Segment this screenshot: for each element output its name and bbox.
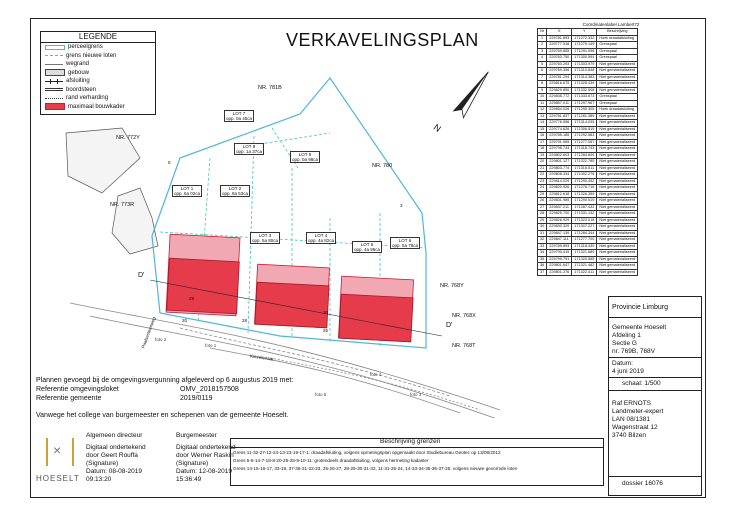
table-row — [538, 139, 638, 146]
table-cell: Niet gematerialiseerd — [597, 217, 638, 224]
divider — [608, 317, 702, 318]
section-mark-left: D' — [138, 272, 145, 279]
table-cell: 229769.855 — [547, 48, 572, 55]
section: Sectie G — [612, 340, 637, 347]
lot-4-label: LOT 4 opp. 4a 82ca — [308, 233, 335, 243]
table-cell: 14 — [538, 120, 547, 127]
ref-omgevingsloket-label: Referentie omgevingsloket — [36, 386, 119, 393]
table-cell: 16 — [538, 133, 547, 140]
table-row — [538, 126, 638, 133]
table-cell: 171320.565 — [572, 256, 597, 263]
table-cell: 171291.098 — [572, 48, 597, 55]
table-cell: 4 — [538, 55, 547, 62]
table-row — [538, 224, 638, 231]
table-cell: 26 — [538, 198, 547, 205]
table-cell: Niet gematerialiseerd — [597, 243, 638, 250]
table-cell: Niet gematerialiseerd — [597, 172, 638, 179]
table-cell: Niet gematerialiseerd — [597, 159, 638, 166]
table-cell: 171307.227 — [572, 224, 597, 231]
table-cell: 171272.332 — [572, 35, 597, 42]
table-cell: 229857.011 — [547, 100, 572, 107]
table-cell: 171284.609 — [572, 152, 597, 159]
table-cell: 229790.419 — [547, 250, 572, 257]
neighbour-768t: NR. 768T — [452, 343, 476, 349]
street-name: Paalsesteenweg — [140, 316, 157, 349]
table-cell: Niet gematerialiseerd — [597, 263, 638, 270]
neighbour-781b: NR. 781B — [258, 85, 282, 91]
lot-7-label: LOT 7 opp. 0a 45ca — [226, 111, 253, 121]
table-cell: Niet gematerialiseerd — [597, 61, 638, 68]
table-cell: 19 — [538, 152, 547, 159]
neighbour-780: NR. 780 — [372, 163, 393, 169]
table-cell: 25 — [538, 191, 547, 198]
surveyor-name: Raf ERNOTS — [612, 400, 652, 407]
mayor-signature-line: (Signature) — [176, 460, 209, 467]
table-cell: 229802.603 — [547, 152, 572, 159]
table-cell: 171321.689 — [572, 250, 597, 257]
ref-gemeente-value: 2019/0119 — [180, 395, 213, 402]
table-cell: 229781.893 — [547, 35, 572, 42]
table-cell: 18 — [538, 146, 547, 153]
table-cell: 2 — [538, 42, 547, 49]
neighbour-buildings — [66, 128, 158, 254]
table-cell: 229791.969 — [547, 139, 572, 146]
table-cell: Niet gematerialiseerd — [597, 256, 638, 263]
lot-2-label: LOT 2 opp. 8a 53ca — [222, 186, 249, 196]
neighbour-768x: NR. 768X — [452, 313, 476, 319]
legend-item: grens nieuwe loten — [41, 52, 155, 61]
divider — [608, 476, 702, 477]
mayor-signature-line: door Werner Raskin — [176, 452, 234, 459]
table-cell: 13 — [538, 113, 547, 120]
ref-gemeente-label: Referentie gemeente — [36, 395, 102, 402]
table-cell: 229831.989 — [547, 198, 572, 205]
legend-item: boordsteen — [41, 86, 155, 95]
table-cell: 12 — [538, 107, 547, 114]
table-cell: 171284.344 — [572, 230, 597, 237]
table-cell: Niet gematerialiseerd — [597, 230, 638, 237]
table-cell: 171322.785 — [572, 159, 597, 166]
table-row — [538, 165, 638, 172]
table-cell: Niet gematerialiseerd — [597, 198, 638, 205]
table-cell: Niet gematerialiseerd — [597, 126, 638, 133]
table-cell: 10 — [538, 94, 547, 101]
director-signature-line: Datum: 08-08-2019 — [86, 468, 143, 475]
table-cell: 171300.594 — [572, 55, 597, 62]
surveyor-title: Landmeter-expert — [612, 408, 664, 415]
table-cell: Niet gematerialiseerd — [597, 139, 638, 146]
neighbour-773r: NR. 773R — [110, 202, 135, 208]
table-row — [538, 256, 638, 263]
table-cell: 171297.967 — [572, 100, 597, 107]
point-number: 29 — [189, 296, 195, 301]
table-cell: 24 — [538, 185, 547, 192]
table-row — [538, 198, 638, 205]
table-cell: 229837.211 — [547, 204, 572, 211]
building-lot-3-4 — [255, 282, 329, 328]
divider — [608, 377, 702, 378]
photo-label: foto 1 — [205, 343, 217, 348]
table-row — [538, 243, 638, 250]
table-cell: 229777.518 — [547, 42, 572, 49]
legend-item: gebouw — [41, 69, 155, 78]
table-row — [538, 172, 638, 179]
table-cell: 229816.675 — [547, 81, 572, 88]
building-lot-1-2 — [167, 258, 240, 314]
table-cell: 21 — [538, 165, 547, 172]
table-cell: 229803.774 — [547, 165, 572, 172]
point-number: 5 — [168, 160, 171, 165]
surveyor-license: LAN 08/1381 — [612, 416, 650, 423]
boundary-line: Grens 14-15-16-17, 33-19, 37-36-21-22-23, 25-26-27, 28-29-30-31-32, 11-31-26-24, 14-33-34-35-36-37-25: volgens nieuwe gevormde loten — [233, 466, 518, 471]
table-cell: Niet gematerialiseerd — [597, 211, 638, 218]
table-row — [538, 68, 638, 75]
table-cell: 171323.018 — [572, 217, 597, 224]
director-signature-line: Digitaal ondertekend — [86, 444, 146, 451]
divider — [608, 390, 702, 391]
table-cell: Niet gematerialiseerd — [597, 146, 638, 153]
table-row — [538, 185, 638, 192]
table-cell: Niet gematerialiseerd — [597, 269, 638, 276]
table-cell: Niet gematerialiseerd — [597, 87, 638, 94]
plan-title: VERKAVELINGSPLAN — [286, 30, 479, 50]
table-cell: 229799.791 — [547, 256, 572, 263]
photo-label: foto 4 — [370, 372, 382, 377]
table-cell: 229847.111 — [547, 237, 572, 244]
table-cell: 229829.850 — [547, 87, 572, 94]
table-cell: Grenspaal — [597, 48, 638, 55]
mayor-signature-line: 15:36:49 — [176, 476, 202, 483]
table-cell: 171322.411 — [572, 269, 597, 276]
table-cell: 229838.772 — [547, 94, 572, 101]
table-row — [538, 230, 638, 237]
table-cell: 171292.583 — [572, 133, 597, 140]
divider — [608, 357, 702, 358]
legend-item: rand verharding — [41, 94, 155, 103]
surveyor-city: 3740 Bilzen — [612, 432, 646, 439]
column-header: Nr — [538, 29, 547, 36]
table-cell: Niet gematerialiseerd — [597, 191, 638, 198]
point-number: 28 — [242, 318, 248, 323]
table-cell: 29 — [538, 217, 547, 224]
table-cell: 11 — [538, 100, 547, 107]
column-header: Y — [572, 29, 597, 36]
table-cell: 229830.329 — [547, 224, 572, 231]
table-cell: 1 — [538, 35, 547, 42]
table-row — [538, 217, 638, 224]
table-cell: 9 — [538, 87, 547, 94]
college-statement: Vanwege het college van burgemeester en schepenen van de gemeente Hoeselt. — [36, 412, 289, 419]
boundary-line: Grens 5-6-14-7-18-8-20-25-28-9-10-11: grotendeels draadafsluiting, volgens hermeting kadaster — [233, 458, 429, 463]
table-row — [538, 159, 638, 166]
table-cell: 171295.305 — [572, 107, 597, 114]
table-row — [538, 107, 638, 114]
table-cell: 229820.926 — [547, 185, 572, 192]
table-cell: 30 — [538, 224, 547, 231]
scale: schaal: 1/500 — [622, 380, 661, 387]
table-cell: 171310.848 — [572, 68, 597, 75]
table-cell: 171314.383 — [572, 74, 597, 81]
table-cell: 171316.511 — [572, 165, 597, 172]
table-row — [538, 269, 638, 276]
table-cell: 229769.356 — [547, 68, 572, 75]
table-cell: Niet gematerialiseerd — [597, 185, 638, 192]
table-cell: Niet gematerialiseerd — [597, 204, 638, 211]
table-cell: 229854.026 — [547, 107, 572, 114]
coordinate-table — [537, 28, 638, 276]
point-number: 30 — [323, 310, 329, 315]
table-cell: 229812.618 — [547, 191, 572, 198]
table-cell: 171287.432 — [572, 204, 597, 211]
division: Afdeling 1 — [612, 332, 641, 339]
table-row — [538, 204, 638, 211]
table-cell: 37 — [538, 269, 547, 276]
table-cell: 171302.276 — [572, 172, 597, 179]
table-cell: 171277.700 — [572, 237, 597, 244]
table-cell: 171290.452 — [572, 178, 597, 185]
table-row — [538, 211, 638, 218]
table-row — [538, 74, 638, 81]
boundary-title: Beschrijving grenzen — [380, 438, 441, 445]
table-cell: Niet gematerialiseerd — [597, 113, 638, 120]
table-cell: 171332.508 — [572, 87, 597, 94]
table-cell: 229798.743 — [547, 146, 572, 153]
table-row — [538, 250, 638, 257]
ref-omgevingsloket-value: OMV_2018157508 — [180, 386, 239, 393]
table-cell: 229825.700 — [547, 211, 572, 218]
director-signature-line: (Signature) — [86, 460, 119, 467]
table-cell: Niet gematerialiseerd — [597, 237, 638, 244]
table-cell: 229801.647 — [547, 263, 572, 270]
point-number: 20 — [182, 318, 188, 323]
surveyor-street: Wagenstraat 12 — [612, 424, 658, 431]
table-row — [538, 87, 638, 94]
legend-item: perceelgrens — [41, 43, 155, 52]
dossier-number: dossier 16076 — [622, 480, 663, 487]
column-header: Beschrijving — [597, 29, 638, 36]
coord-table-caption: Coördinatenlabel Lambert72 — [582, 22, 640, 27]
table-cell: 171326.359 — [572, 191, 597, 198]
table-cell: 171303.979 — [572, 61, 597, 68]
table-cell: Grenspaal — [597, 100, 638, 107]
lot-1-label: LOT 1 opp. 6a 02ca — [174, 186, 201, 196]
table-cell: 229801.127 — [547, 159, 572, 166]
table-row — [538, 152, 638, 159]
table-cell: 171318.743 — [572, 146, 597, 153]
table-row — [538, 133, 638, 140]
table-row — [538, 263, 638, 270]
table-cell: Niet gematerialiseerd — [597, 68, 638, 75]
table-row — [538, 81, 638, 88]
table-cell: 229781.294 — [547, 74, 572, 81]
approval-line: Plannen gevoegd bij de omgevingsvergunning afgeleverd op 6 augustus 2019 met: — [36, 377, 294, 384]
table-row — [538, 61, 638, 68]
table-cell: 35 — [538, 256, 547, 263]
table-cell: 171281.389 — [572, 113, 597, 120]
photo-label: foto 3 — [410, 392, 422, 397]
building-lot-5-6 — [339, 294, 413, 342]
table-row — [538, 146, 638, 153]
table-cell: Niet gematerialiseerd — [597, 120, 638, 127]
table-cell: 229774.626 — [547, 126, 572, 133]
legend-item: afsluiting — [41, 77, 155, 86]
cadastral-map — [30, 18, 540, 418]
table-cell: Niet gematerialiseerd — [597, 165, 638, 172]
table-cell: 15 — [538, 126, 547, 133]
legend-title: LEGENDE — [41, 32, 155, 43]
table-cell: 171331.132 — [572, 211, 597, 218]
table-cell: 34 — [538, 250, 547, 257]
table-cell: 171277.067 — [572, 139, 597, 146]
director-signature-line: door Geert Rouffa — [86, 452, 138, 459]
table-cell: Niet gematerialiseerd — [597, 224, 638, 231]
table-row — [538, 120, 638, 127]
table-cell: 7 — [538, 74, 547, 81]
neighbour-772y: NR. 772Y — [116, 135, 140, 141]
table-cell: 33 — [538, 243, 547, 250]
table-cell: Niet gematerialiseerd — [597, 133, 638, 140]
director-title: Algemeen directeur — [86, 432, 143, 439]
table-cell: 36 — [538, 263, 547, 270]
north-arrow-icon — [454, 68, 494, 117]
legend-item: wegrand — [41, 60, 155, 69]
lot-6-label: LOT 6 opp. 5a 78ca — [392, 238, 419, 248]
lot-8-label: LOT 8 opp. 1a 37ca — [236, 144, 263, 154]
table-cell: Hoek draadafsluiting — [597, 35, 638, 42]
table-cell: 229808.334 — [547, 172, 572, 179]
table-cell: 171333.673 — [572, 94, 597, 101]
table-cell: 229776.596 — [547, 120, 572, 127]
table-row — [538, 113, 638, 120]
photo-label: foto 2 — [155, 337, 167, 342]
column-header: X — [547, 29, 572, 36]
table-cell: 22 — [538, 172, 547, 179]
point-number: 3 — [400, 203, 403, 208]
table-cell: 229801.276 — [547, 269, 572, 276]
table-row — [538, 237, 638, 244]
table-row — [538, 35, 638, 42]
mayor-title: Burgemeester — [176, 432, 217, 439]
table-cell: 28 — [538, 211, 547, 218]
table-cell: Niet gematerialiseerd — [597, 250, 638, 257]
table-cell: 20 — [538, 159, 547, 166]
table-cell: 229789.893 — [547, 243, 572, 250]
date-label: Datum: — [612, 360, 633, 367]
table-cell: Niet gematerialiseerd — [597, 81, 638, 88]
table-cell: 229763.750 — [547, 55, 572, 62]
table-cell: 171318.439 — [572, 243, 597, 250]
table-cell: 229781.837 — [547, 113, 572, 120]
table-cell: 171325.439 — [572, 81, 597, 88]
province: Provincie Limburg — [612, 304, 669, 311]
table-row — [538, 191, 638, 198]
table-cell: Grenspaal — [597, 94, 638, 101]
table-cell: 229826.929 — [547, 217, 572, 224]
parcels: nr. 769B, 768V — [612, 348, 656, 355]
table-cell: 171314.035 — [572, 120, 597, 127]
neighbour-768y: NR. 768Y — [440, 283, 464, 289]
table-cell: 171321.482 — [572, 263, 597, 270]
section-mark-right: D' — [446, 322, 453, 329]
table-cell: 31 — [538, 230, 547, 237]
legend-item: maximaal bouwkader — [41, 103, 155, 112]
table-cell: 229847.139 — [547, 230, 572, 237]
boundary-line: Grens 11-32-27-12-24-13-23-19-17-1: draadafsluiting, volgens opmetingsplan opgemaakt door Studiebureau Geotec op 13/08/2012 — [233, 450, 501, 455]
table-cell: 3 — [538, 48, 547, 55]
point-number: 26 — [323, 328, 329, 333]
municipality: Gemeente Hoeselt — [612, 324, 667, 331]
table-cell: 32 — [538, 237, 547, 244]
table-cell: 171306.519 — [572, 126, 597, 133]
table-row — [538, 178, 638, 185]
table-cell: 229760.293 — [547, 61, 572, 68]
mayor-signature-line: Datum: 12-08-2019 — [176, 468, 233, 475]
table-cell: 23 — [538, 178, 547, 185]
street-name: Kiezelstraat — [249, 353, 274, 362]
table-cell: 27 — [538, 204, 547, 211]
table-cell: 8 — [538, 81, 547, 88]
table-cell: Niet gematerialiseerd — [597, 178, 638, 185]
table-cell: Grenspaal — [597, 42, 638, 49]
photo-label: foto 5 — [315, 392, 327, 397]
table-cell: 5 — [538, 61, 547, 68]
lot-9-label: LOT 9 opp. 0a 98ca — [292, 152, 319, 162]
director-signature-line: 09:13:20 — [86, 476, 112, 483]
table-cell: Niet gematerialiseerd — [597, 74, 638, 81]
table-cell: Hoek draadafsluiting — [597, 107, 638, 114]
table-cell: 17 — [538, 139, 547, 146]
table-cell: 171279.149 — [572, 42, 597, 49]
north-label: N — [431, 122, 443, 134]
divider — [230, 447, 604, 448]
table-cell: 229785.185 — [547, 133, 572, 140]
table-cell: 171276.716 — [572, 185, 597, 192]
mayor-signature-line: Digitaal ondertekend — [176, 444, 236, 451]
table-cell: 229814.029 — [547, 178, 572, 185]
table-cell: 6 — [538, 68, 547, 75]
lot-5-label: LOT 5 opp. 4a 96ca — [354, 242, 381, 252]
date-value: 4 juni 2019 — [612, 368, 644, 375]
table-cell: Niet gematerialiseerd — [597, 152, 638, 159]
hoeselt-logo: × HOESELT — [36, 434, 82, 494]
lot-3-label: LOT 3 opp. 5a 80ca — [252, 233, 279, 243]
table-cell: Grenspaal — [597, 55, 638, 62]
table-cell: 171290.519 — [572, 198, 597, 205]
